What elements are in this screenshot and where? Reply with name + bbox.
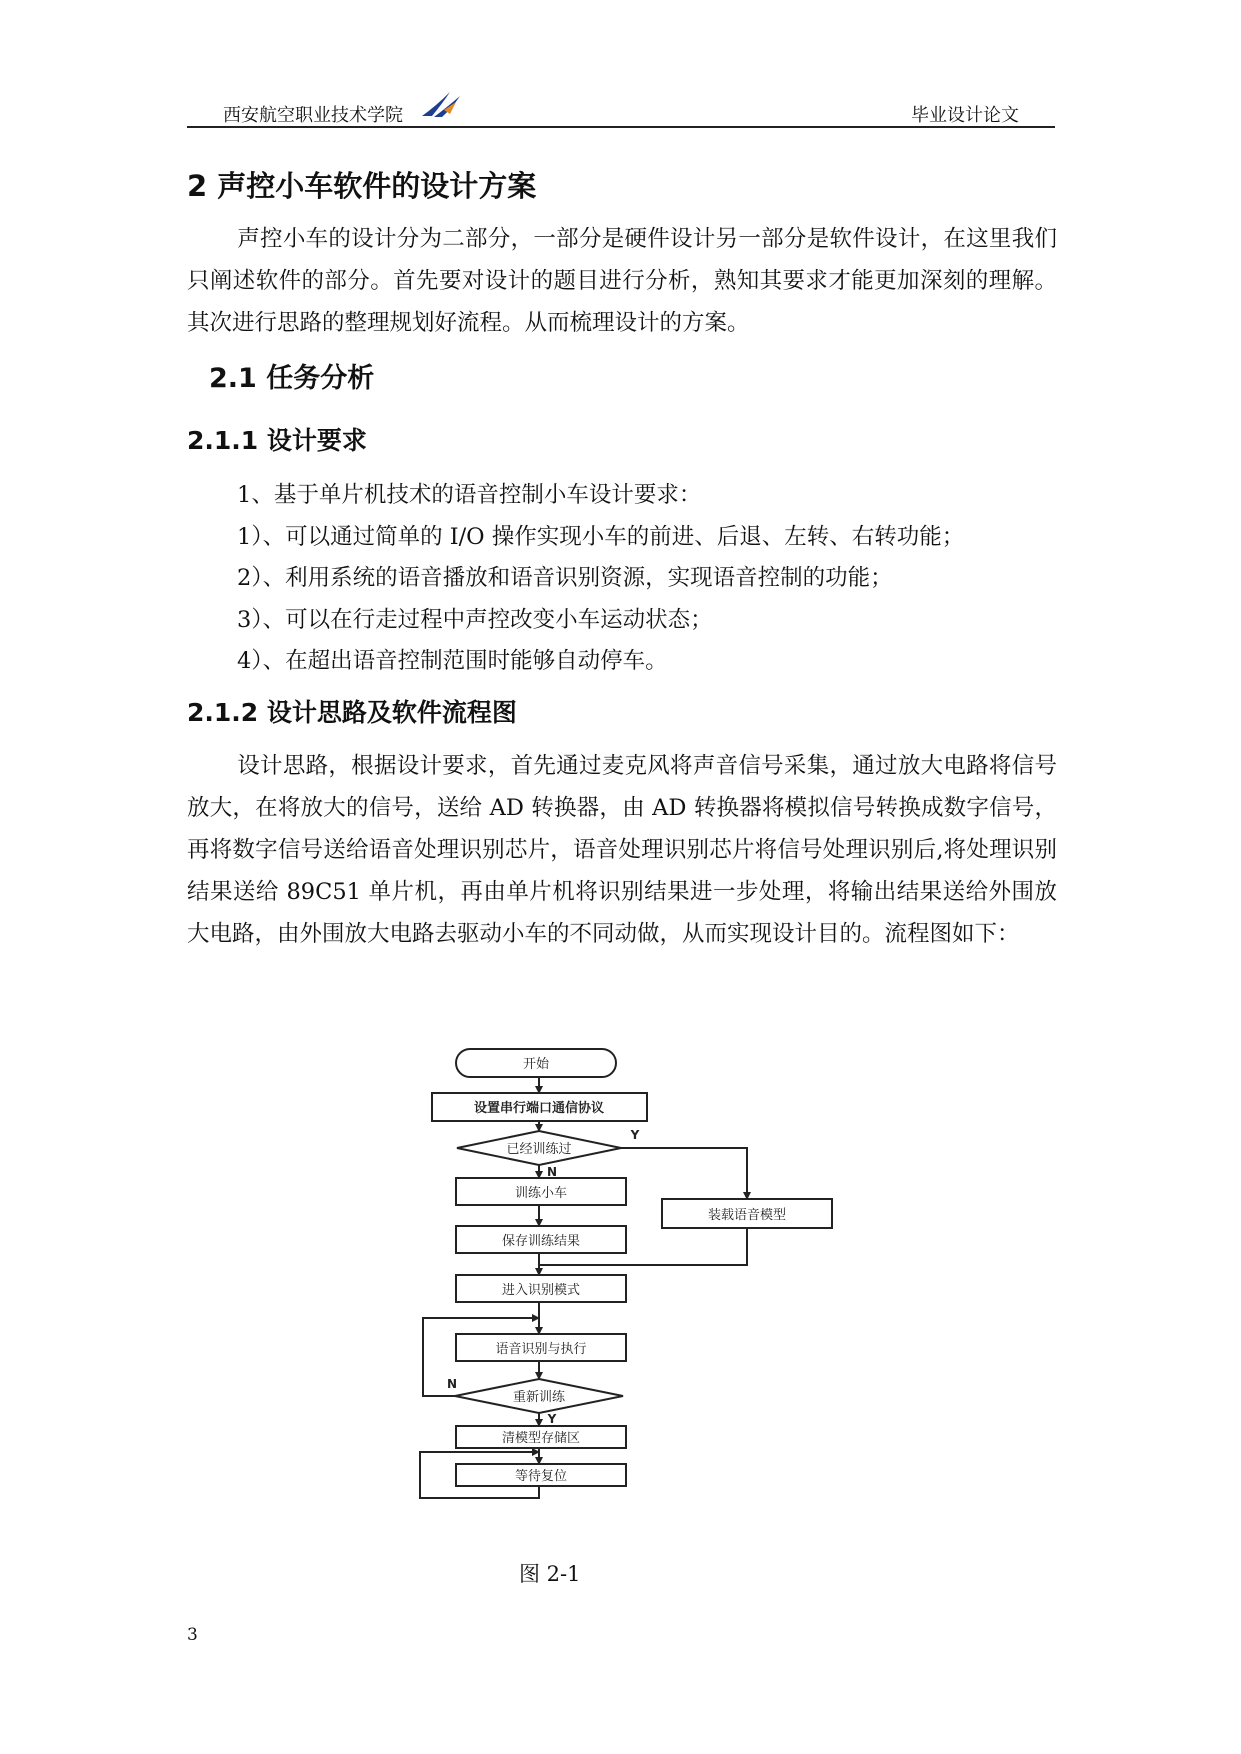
list-item: 3）、可以在行走过程中声控改变小车运动状态； <box>237 606 713 633</box>
recognize-label: 语音识别与执行 <box>495 1342 587 1357</box>
load-model-label: 装载语音模型 <box>707 1208 787 1223</box>
page-header <box>187 88 1055 128</box>
list-item: 2）、利用系统的语音播放和语音识别资源，实现语音控制的功能； <box>237 565 893 591</box>
school-name: 西安航空职业技术学院 <box>223 105 403 126</box>
no-label: N <box>446 1377 458 1391</box>
subsection-heading-requirements: 2.1.1 设计要求 <box>187 426 367 455</box>
retrain-label: 重新训练 <box>512 1390 566 1405</box>
enter-mode-label: 进入识别模式 <box>501 1283 581 1298</box>
yes-branch-arrow <box>621 1148 747 1199</box>
page-number: 3 <box>187 1625 198 1645</box>
list-item: 4）、在超出语音控制范围时能够自动停车。 <box>237 648 668 674</box>
wait-reset-label: 等待复位 <box>514 1469 568 1484</box>
flowchart <box>418 1040 850 1540</box>
no-label: N <box>546 1165 558 1179</box>
list-item: 1）、可以通过简单的 I/O 操作实现小车的前进、后退、左转、右转功能； <box>237 523 965 550</box>
save-result-label: 保存训练结果 <box>501 1234 581 1249</box>
school-logo-icon <box>420 90 464 120</box>
chapter-heading: 2 声控小车软件的设计方案 <box>187 169 537 203</box>
chapter-intro <box>187 218 1057 344</box>
train-car-label: 训练小车 <box>514 1186 568 1201</box>
list-item: 1、基于单片机技术的语音控制小车设计要求： <box>237 482 702 508</box>
requirements-list <box>237 475 1057 683</box>
clear-store-label: 清模型存储区 <box>501 1431 581 1446</box>
set-protocol-label: 设置串行端口通信协议 <box>473 1101 605 1116</box>
design-paragraph <box>187 745 1057 955</box>
trained-label: 已经训练过 <box>506 1142 572 1157</box>
yes-label: Y <box>630 1128 640 1142</box>
chapter-intro-text: 声控小车的设计分为二部分，一部分是硬件设计另一部分是软件设计，在这里我们只阐述软件的部分。首先要对设计的题目进行分析，熟知其要求才能更加深刻的理解。其次进行思路的整理规划好流程。从而梳理设计的方案。 <box>187 226 1057 336</box>
start-label: 开始 <box>522 1057 550 1072</box>
section-heading: 2.1 任务分析 <box>209 363 375 394</box>
figure-caption: 图 2-1 <box>519 1562 581 1586</box>
design-paragraph-text: 设计思路，根据设计要求，首先通过麦克风将声音信号采集，通过放大电路将信号放大，在将放大的信号，送给 AD 转换器，由 AD 转换器将模拟信号转换成数字信号，再将数字信号送给语音处理识别芯片，语音处理识别芯片将信号处理识别后,将处理识别结果送给 89C51 单片机，再由单片机将识别结果进一步处理，将输出结果送给外围放大电路，由外围放大电路去驱动小车的不同动做，从而实现设计目的。流程图如下： <box>187 753 1057 947</box>
subsection-heading-design: 2.1.2 设计思路及软件流程图 <box>187 698 517 727</box>
thesis-label: 毕业设计论文 <box>911 105 1019 126</box>
yes-label: Y <box>547 1412 557 1426</box>
